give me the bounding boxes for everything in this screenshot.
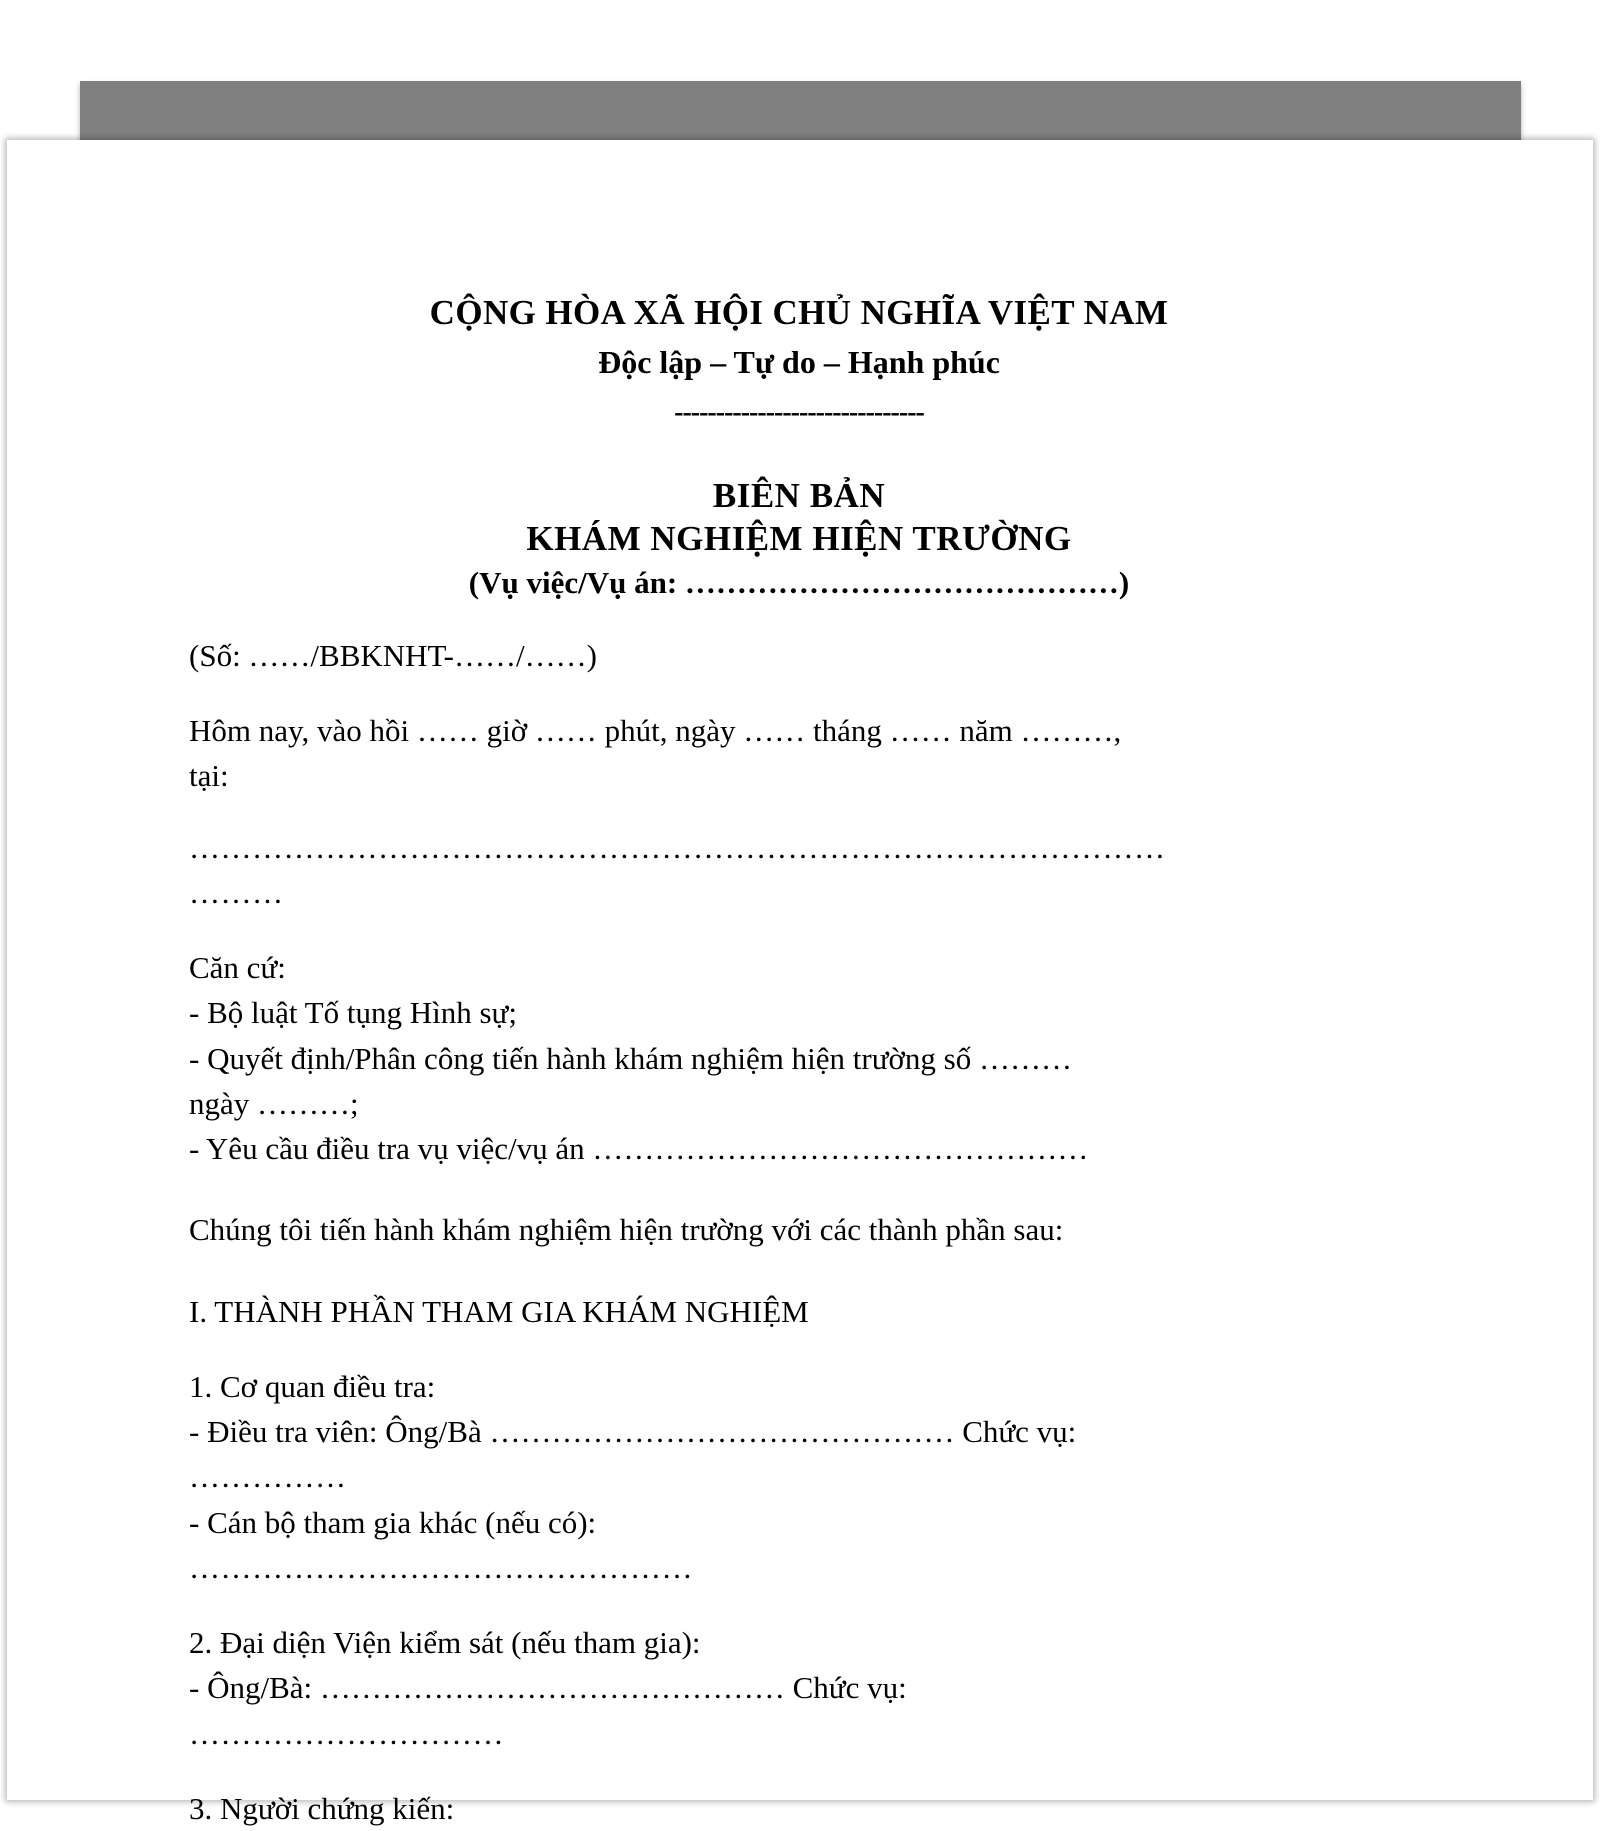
section-1-heading: I. THÀNH PHẦN THAM GIA KHÁM NGHIỆM <box>189 1293 809 1329</box>
basis-heading: Căn cứ: <box>189 950 286 986</box>
opening-paragraph <box>189 708 1409 799</box>
item-2-heading: 2. Đại diện Viện kiểm sát (nếu tham gia): <box>189 1625 701 1661</box>
item-2-lines <box>189 1665 1409 1756</box>
item-2-line: ………………………… <box>189 1715 504 1751</box>
item-2-line: - Ông/Bà: ……………………………………… Chức vụ: <box>189 1670 907 1706</box>
document-subtitle-case-field: (Vụ việc/Vụ án: ……………………………………) <box>468 565 1130 601</box>
opening-line-2: tại: <box>189 758 229 794</box>
basis-item: - Bộ luật Tố tụng Hình sự; <box>189 995 517 1031</box>
basis-item-list <box>189 990 1409 1171</box>
item-1-heading: 1. Cơ quan điều tra: <box>189 1368 436 1404</box>
item-3-heading: 3. Người chứng kiến: <box>189 1790 455 1826</box>
window-header-band <box>80 81 1521 140</box>
document-page <box>7 140 1593 1826</box>
location-dots-line-2: ……… <box>189 874 284 910</box>
basis-item: - Quyết định/Phân công tiến hành khám nghiệm hiện trường số ……… <box>189 1040 1072 1076</box>
opening-line-1: Hôm nay, vào hồi …… giờ …… phút, ngày …… tháng …… năm ………, <box>189 713 1122 749</box>
document-title-line-2: KHÁM NGHIỆM HIỆN TRƯỜNG <box>526 518 1072 558</box>
basis-item: - Yêu cầu điều tra vụ việc/vụ án ………………………………………… <box>189 1131 1089 1167</box>
location-blank-lines <box>189 825 1409 916</box>
document-number-line: (Số: ……/BBKNHT-……/……) <box>189 637 597 673</box>
document-title-line-1: BIÊN BẢN <box>712 476 886 516</box>
separator-rule: ------------------------------ <box>674 397 924 429</box>
item-1-line: - Điều tra viên: Ông/Bà ……………………………………… Chức vụ: <box>189 1414 1077 1450</box>
national-motto: Độc lập – Tự do – Hạnh phúc <box>598 343 1000 380</box>
document-body <box>189 290 1409 1831</box>
item-1-lines <box>189 1409 1409 1590</box>
basis-item: ngày ………; <box>189 1085 359 1121</box>
item-1-line: - Cán bộ tham gia khác (nếu có): <box>189 1504 597 1540</box>
location-dots-line-1: ………………………………………………………………………………… <box>189 829 1166 865</box>
item-1-line: …………… <box>189 1459 347 1495</box>
intro-line: Chúng tôi tiến hành khám nghiệm hiện trường với các thành phần sau: <box>189 1212 1064 1248</box>
national-title: CỘNG HÒA XÃ HỘI CHỦ NGHĨA VIỆT NAM <box>429 293 1169 332</box>
item-1-line: ………………………………………… <box>189 1549 693 1585</box>
